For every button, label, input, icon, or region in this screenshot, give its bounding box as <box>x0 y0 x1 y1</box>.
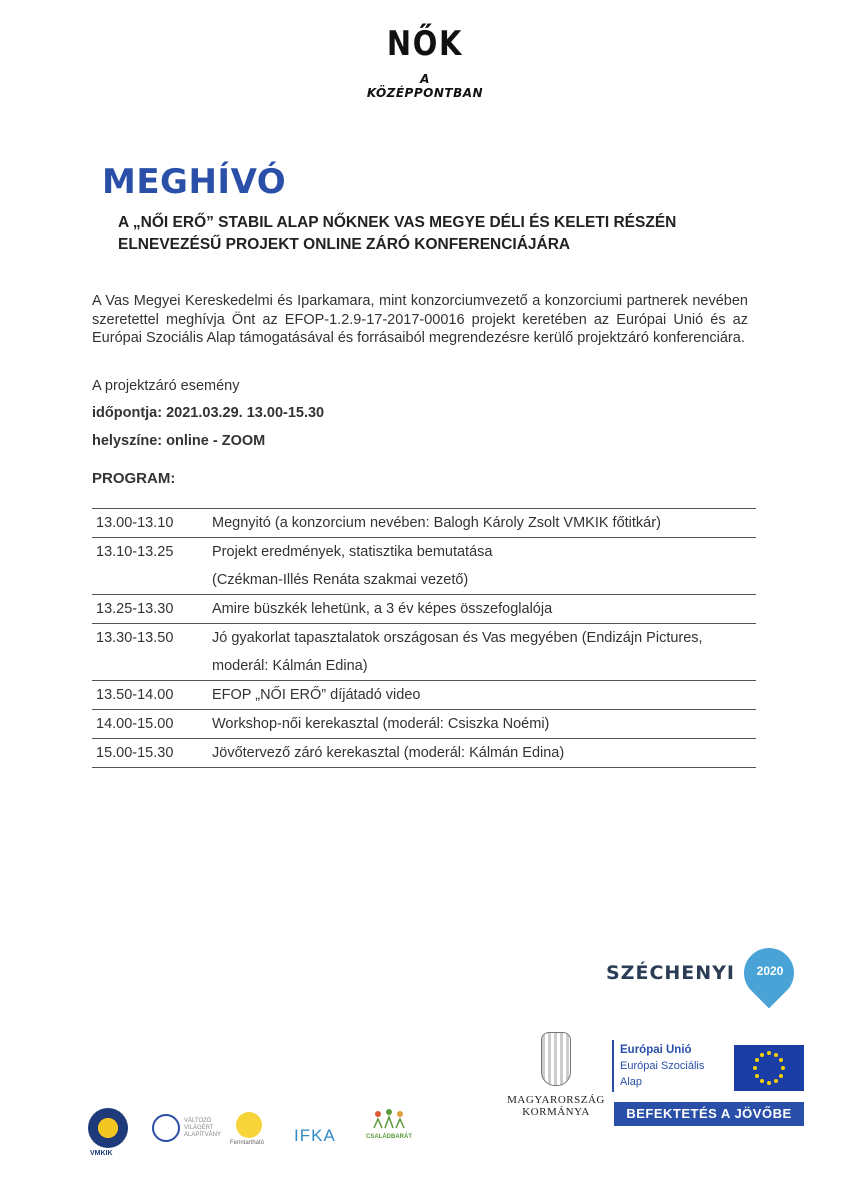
schedule-row <box>92 624 756 681</box>
schedule-row <box>92 595 756 624</box>
szechenyi-text: SZÉCHENYI <box>606 962 735 984</box>
schedule-row <box>92 681 756 710</box>
government-line1: MAGYARORSZÁG <box>507 1094 605 1106</box>
schedule-desc: Workshop-női kerekasztal (moderál: Csiszka Noémi) <box>212 716 550 732</box>
program-heading: PROGRAM: <box>92 470 176 487</box>
schedule-row <box>92 509 756 538</box>
lightbulb-logo-icon <box>236 1112 262 1138</box>
schedule-desc: Jó gyakorlat tapasztalatok országosan és Vas megyében (Endizájn Pictures, <box>212 630 703 646</box>
logo-sub-text: A KÖZÉPPONTBAN <box>366 72 484 100</box>
schedule-time: 15.00-15.30 <box>96 745 174 761</box>
schedule-desc: (Czékman-Illés Renáta szakmai vezető) <box>212 572 469 588</box>
schedule-desc: Amire büszkék lehetünk, a 3 év képes összefoglalója <box>212 601 553 617</box>
szechenyi-year: 2020 <box>756 964 784 978</box>
eu-flag-icon <box>734 1045 804 1091</box>
vmkik-logo-text: VMKIK <box>90 1150 113 1157</box>
schedule-time: 13.00-13.10 <box>96 515 174 531</box>
coat-of-arms-icon <box>541 1032 571 1086</box>
schedule-desc: Jövőtervező záró kerekasztal (moderál: Kálmán Edina) <box>212 745 565 761</box>
lightbulb-logo-text: Fenntartható <box>230 1140 265 1146</box>
family-friendly-text: CSALÁDBARÁT <box>366 1134 412 1140</box>
schedule-desc: moderál: Kálmán Edina) <box>212 658 368 674</box>
schedule-row <box>92 710 756 739</box>
eu-line1: Európai Unió <box>620 1044 692 1056</box>
program-schedule <box>92 508 756 768</box>
schedule-row <box>92 538 756 595</box>
logo-main-text: NŐK <box>386 24 464 64</box>
place-line: helyszíne: online - ZOOM <box>92 433 266 449</box>
valtozo-vilagert-logo-icon <box>152 1114 180 1142</box>
eu-logo <box>612 1040 804 1094</box>
schedule-time: 13.30-13.50 <box>96 630 174 646</box>
schedule-time: 13.10-13.25 <box>96 544 174 560</box>
date-line: időpontja: 2021.03.29. 13.00-15.30 <box>92 405 325 421</box>
eu-line2: Európai Szociális <box>620 1060 705 1072</box>
intro-paragraph: A Vas Megyei Kereskedelmi és Iparkamara, mint konzorciumvezető a konzorciumi partnerek nevében szeretettel meghívja Önt az EFOP-1.2.9-17-2017-00016 projekt keretében az Európai Unió és az Európai Szociális Alap támogatásával és forrásaiból megrendezésre kerülő projektzáró konferenciára. <box>92 293 748 346</box>
schedule-time: 13.50-14.00 <box>96 687 174 703</box>
page-title: MEGHÍVÓ <box>102 162 287 202</box>
vmkik-logo-icon <box>88 1108 128 1148</box>
government-logo <box>506 1032 606 1132</box>
partner-logos <box>88 1108 418 1158</box>
schedule-time: 14.00-15.00 <box>96 716 174 732</box>
schedule-desc: EFOP „NŐI ERŐ” díjátadó video <box>212 687 421 703</box>
ifka-logo: IFKA <box>294 1126 336 1145</box>
schedule-row <box>92 739 756 768</box>
schedule-desc: Projekt eredmények, statisztika bemutatása <box>212 544 493 560</box>
schedule-desc: Megnyitó (a konzorcium nevében: Balogh Károly Zsolt VMKIK főtitkár) <box>212 515 661 531</box>
nok-kozeppontban-logo <box>360 22 490 108</box>
eu-line3: Alap <box>620 1076 643 1088</box>
investment-banner: BEFEKTETÉS A JÖVŐBE <box>614 1102 804 1126</box>
valtozo-vilagert-text: VÁLTOZÓ VILÁGÉRT ALAPÍTVÁNY <box>184 1118 222 1138</box>
eu-divider <box>612 1040 614 1092</box>
government-line2: KORMÁNYA <box>522 1106 590 1118</box>
page-subtitle: A „NŐI ERŐ” STABIL ALAP NŐKNEK VAS MEGYE DÉLI ÉS KELETI RÉSZÉN ELNEVEZÉSŰ PROJEKT ONLINE ZÁRÓ KONFERENCIÁJÁRA <box>118 214 677 253</box>
event-line: A projektzáró esemény <box>92 378 240 394</box>
szechenyi-2020-logo <box>606 944 806 1014</box>
family-friendly-logo-icon <box>372 1108 406 1130</box>
schedule-time: 13.25-13.30 <box>96 601 174 617</box>
